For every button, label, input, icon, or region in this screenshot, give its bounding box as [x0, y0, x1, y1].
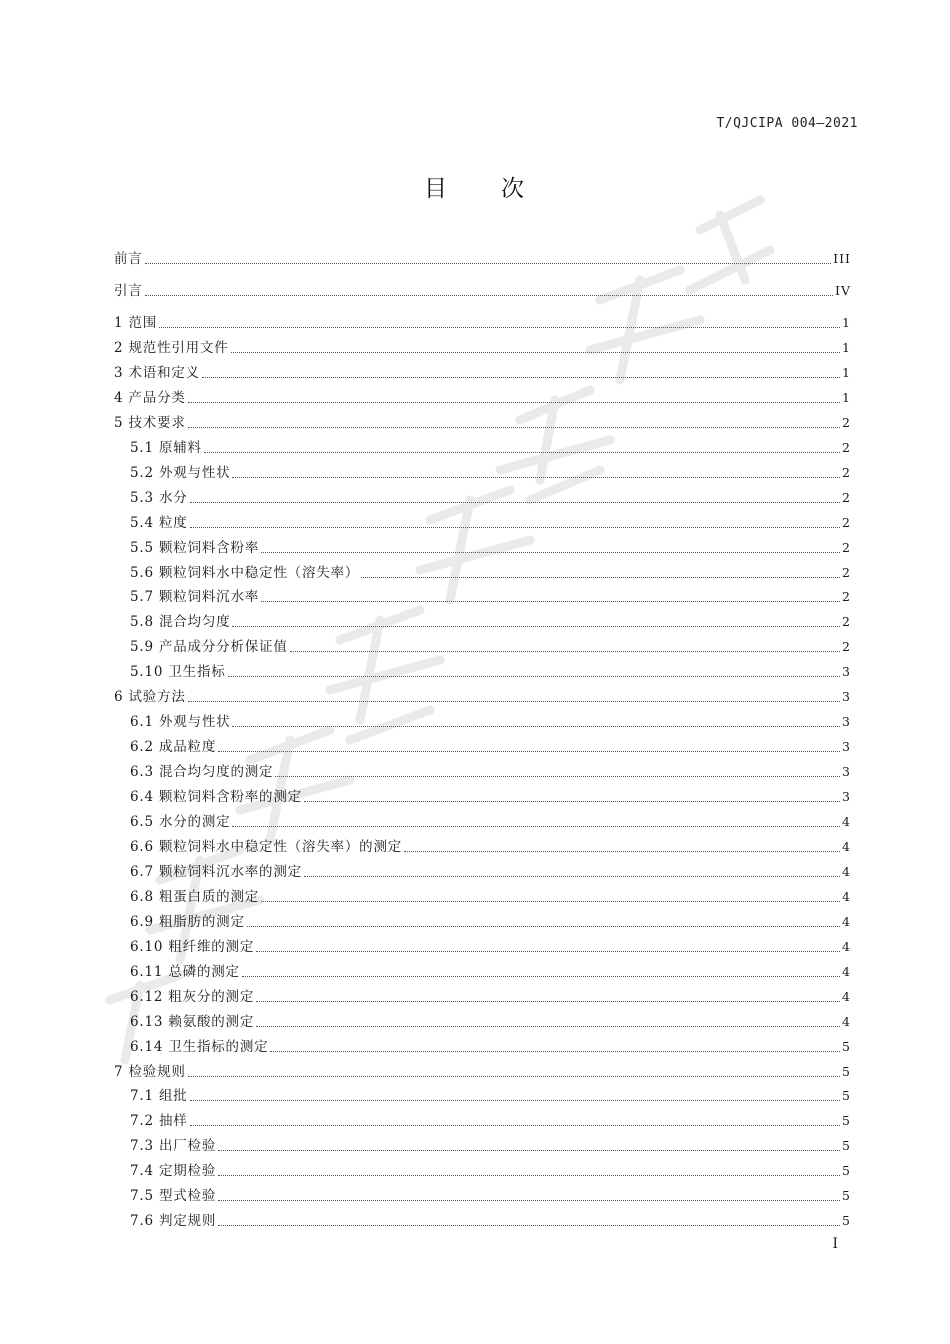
toc-entry[interactable] — [114, 1009, 851, 1031]
toc-entry[interactable] — [114, 410, 851, 432]
toc-entry[interactable] — [114, 1059, 851, 1081]
toc-entry-page: 2 — [842, 614, 851, 630]
toc-dot-leader — [290, 651, 840, 652]
toc-entry-page: IV — [835, 283, 851, 298]
toc-entry[interactable] — [114, 310, 851, 332]
toc-entry[interactable] — [114, 1034, 851, 1056]
toc-dot-leader — [159, 327, 840, 328]
toc-entry[interactable] — [114, 784, 851, 806]
toc-dot-leader — [218, 751, 840, 752]
toc-entry[interactable] — [114, 485, 851, 507]
toc-entry-title: 6.13 赖氨酸的测定 — [130, 1013, 255, 1030]
toc-entry-page: 4 — [842, 1013, 851, 1029]
toc-entry[interactable] — [114, 1183, 851, 1205]
toc-entry[interactable] — [114, 435, 851, 457]
toc-entry[interactable] — [114, 734, 851, 756]
toc-entry-page: 4 — [842, 838, 851, 854]
toc-dot-leader — [232, 626, 840, 627]
toc-entry-title: 4 产品分类 — [114, 389, 186, 406]
toc-entry[interactable] — [114, 1133, 851, 1155]
toc-entry-page: 3 — [842, 789, 851, 805]
toc-entry-title: 3 术语和定义 — [114, 364, 200, 381]
toc-entry[interactable] — [114, 984, 851, 1006]
toc-entry[interactable] — [114, 834, 851, 856]
toc-entry-page: 3 — [842, 689, 851, 705]
toc-entry[interactable] — [114, 884, 851, 906]
toc-entry-page: 5 — [842, 1138, 851, 1154]
toc-entry-page: 2 — [842, 564, 851, 580]
toc-dot-leader — [304, 876, 840, 877]
toc-dot-leader — [261, 901, 840, 902]
toc-dot-leader — [247, 926, 840, 927]
page-number: I — [832, 1236, 838, 1252]
toc-entry-title: 5.5 颗粒饲料含粉率 — [130, 539, 260, 556]
toc-entry-page: 4 — [842, 814, 851, 829]
toc-title — [0, 170, 950, 203]
toc-dot-leader — [204, 452, 840, 453]
toc-dot-leader — [232, 477, 840, 478]
toc-entry-page: 4 — [842, 913, 851, 929]
toc-entry[interactable] — [114, 1208, 851, 1230]
toc-entry-title: 6.3 混合均匀度的测定 — [130, 764, 274, 781]
toc-entry-title: 前言 — [114, 251, 143, 267]
toc-entry-title: 6.12 粗灰分的测定 — [130, 988, 255, 1005]
toc-entry-page: 2 — [842, 639, 851, 655]
toc-title-right: 次 — [501, 176, 526, 202]
toc-entry-title: 6.6 颗粒饲料水中稳定性（溶失率）的测定 — [130, 838, 403, 855]
toc-entry-title: 5.9 产品成分分析保证值 — [130, 639, 288, 656]
toc-dot-leader — [145, 295, 833, 296]
toc-entry-page: 5 — [842, 1113, 851, 1129]
toc-entry[interactable] — [114, 1158, 851, 1180]
toc-dot-leader — [361, 577, 840, 578]
toc-entry-title: 6.14 卫生指标的测定 — [130, 1038, 269, 1055]
toc-entry-page: 1 — [842, 339, 851, 355]
toc-entry-title: 6.4 颗粒饲料含粉率的测定 — [130, 789, 302, 806]
toc-entry-page: 3 — [842, 664, 851, 680]
toc-entry[interactable] — [114, 584, 851, 606]
toc-entry[interactable] — [114, 510, 851, 532]
toc-entry-page: 2 — [842, 589, 851, 605]
toc-entry[interactable] — [114, 709, 851, 731]
toc-dot-leader — [188, 1076, 840, 1077]
toc-dot-leader — [242, 976, 840, 977]
toc-dot-leader — [188, 402, 840, 403]
toc-entry-page: 3 — [842, 714, 851, 730]
toc-entry-title: 5.8 混合均匀度 — [130, 614, 231, 631]
toc-entry-page: 5 — [842, 1213, 851, 1229]
toc-entry[interactable] — [114, 634, 851, 656]
toc-entry-page: III — [833, 251, 851, 266]
toc-dot-leader — [261, 601, 840, 602]
toc-entry-title: 6.11 总磷的测定 — [130, 963, 240, 980]
toc-entry[interactable] — [114, 560, 851, 582]
toc-entry-title: 6.5 水分的测定 — [130, 814, 231, 830]
toc-entry[interactable] — [114, 909, 851, 931]
toc-entry-title: 6.9 粗脂肪的测定 — [130, 913, 245, 930]
toc-entry-page: 5 — [842, 1188, 851, 1204]
toc-entry[interactable] — [114, 1083, 851, 1105]
toc-entry-page: 5 — [842, 1038, 851, 1054]
toc-entry[interactable] — [114, 809, 851, 831]
toc-dot-leader — [261, 552, 840, 553]
toc-entry[interactable] — [114, 335, 851, 357]
toc-entry-title: 6.7 颗粒饲料沉水率的测定 — [130, 863, 302, 880]
toc-dot-leader — [190, 527, 840, 528]
toc-entry[interactable] — [114, 360, 851, 382]
toc-entry-title: 7 检验规则 — [114, 1063, 186, 1080]
toc-entry-page: 2 — [842, 539, 851, 555]
toc-dot-leader — [218, 1150, 840, 1151]
document-code: T/QJCIPA 004—2021 — [716, 116, 858, 131]
toc-title-left: 目 — [424, 176, 449, 202]
toc-dot-leader — [270, 1051, 840, 1052]
toc-entry-page: 2 — [842, 414, 851, 430]
toc-entry[interactable] — [114, 959, 851, 981]
toc-entry-page: 3 — [842, 764, 851, 780]
toc-entry-title: 7.5 型式检验 — [130, 1188, 217, 1205]
toc-entry-page: 5 — [842, 1063, 851, 1079]
toc-dot-leader — [145, 263, 832, 264]
toc-entry-page: 1 — [842, 389, 851, 405]
toc-entry-page: 4 — [842, 938, 851, 954]
toc-dot-leader — [218, 1175, 840, 1176]
toc-entry-title: 5.4 粒度 — [130, 514, 188, 531]
toc-entry-title: 5.10 卫生指标 — [130, 664, 226, 681]
toc-dot-leader — [256, 1001, 840, 1002]
toc-entry[interactable] — [114, 859, 851, 881]
toc-dot-leader — [188, 701, 840, 702]
toc-entry[interactable] — [114, 460, 851, 482]
toc-entry[interactable] — [114, 934, 851, 956]
toc-entry-title: 7.2 抽样 — [130, 1113, 188, 1130]
toc-dot-leader — [304, 801, 840, 802]
toc-entry-page: 1 — [842, 364, 851, 380]
toc-entry[interactable] — [114, 246, 851, 268]
toc-entry[interactable] — [114, 659, 851, 681]
toc-dot-leader — [232, 726, 840, 727]
toc-entry-title: 6.2 成品粒度 — [130, 739, 217, 756]
toc-entry-page: 2 — [842, 489, 851, 505]
toc-entry[interactable] — [114, 385, 851, 407]
toc-dot-leader — [256, 951, 840, 952]
toc-dot-leader — [218, 1200, 840, 1201]
toc-entry-title: 5.1 原辅料 — [130, 439, 202, 456]
toc-dot-leader — [188, 427, 840, 428]
toc-entry-title: 引言 — [114, 283, 143, 299]
toc-entry-page: 4 — [842, 863, 851, 879]
toc-entry-page: 4 — [842, 963, 851, 979]
toc-entry-title: 5 技术要求 — [114, 414, 186, 431]
toc-entry-page: 4 — [842, 888, 851, 904]
toc-dot-leader — [190, 502, 840, 503]
toc-entry-page: 4 — [842, 988, 851, 1004]
toc-entry-title: 7.1 组批 — [130, 1088, 188, 1105]
toc-entry-title: 2 规范性引用文件 — [114, 339, 229, 356]
toc-entry-title: 5.6 颗粒饲料水中稳定性（溶失率） — [130, 564, 360, 581]
toc-entry-title: 7.4 定期检验 — [130, 1163, 217, 1180]
toc-entry-title: 7.6 判定规则 — [130, 1213, 217, 1230]
toc-entry-title: 5.2 外观与性状 — [130, 464, 231, 481]
toc-entry-title: 6.10 粗纤维的测定 — [130, 938, 255, 955]
toc-entry-title: 7.3 出厂检验 — [130, 1138, 217, 1155]
toc-entry-title: 6 试验方法 — [114, 689, 186, 706]
toc-dot-leader — [232, 826, 840, 827]
toc-entry[interactable] — [114, 759, 851, 781]
toc-entry[interactable] — [114, 1108, 851, 1130]
toc-dot-leader — [202, 377, 840, 378]
toc-dot-leader — [190, 1125, 840, 1126]
toc-entry-page: 1 — [842, 315, 851, 330]
toc-dot-leader — [256, 1026, 840, 1027]
toc-entry-page: 3 — [842, 739, 851, 755]
toc-dot-leader — [275, 776, 840, 777]
toc-entry-title: 6.1 外观与性状 — [130, 714, 231, 731]
toc-dot-leader — [404, 851, 840, 852]
toc-entry-page: 2 — [842, 464, 851, 480]
toc-entry[interactable] — [114, 609, 851, 631]
toc-entry-title: 1 范围 — [114, 315, 158, 331]
toc-dot-leader — [228, 676, 840, 677]
toc-entry-title: 5.7 颗粒饲料沉水率 — [130, 589, 260, 606]
toc-dot-leader — [231, 352, 840, 353]
toc-dot-leader — [190, 1100, 840, 1101]
toc-entry[interactable] — [114, 535, 851, 557]
toc-entry-page: 5 — [842, 1088, 851, 1104]
toc-entry-title: 6.8 粗蛋白质的测定 — [130, 888, 260, 905]
toc-dot-leader — [218, 1225, 840, 1226]
toc-entry[interactable] — [114, 278, 851, 300]
toc-entry-page: 5 — [842, 1163, 851, 1179]
toc-entry[interactable] — [114, 684, 851, 706]
toc-entry-page: 2 — [842, 514, 851, 530]
toc-entry-title: 5.3 水分 — [130, 489, 188, 506]
toc-entry-page: 2 — [842, 439, 851, 455]
